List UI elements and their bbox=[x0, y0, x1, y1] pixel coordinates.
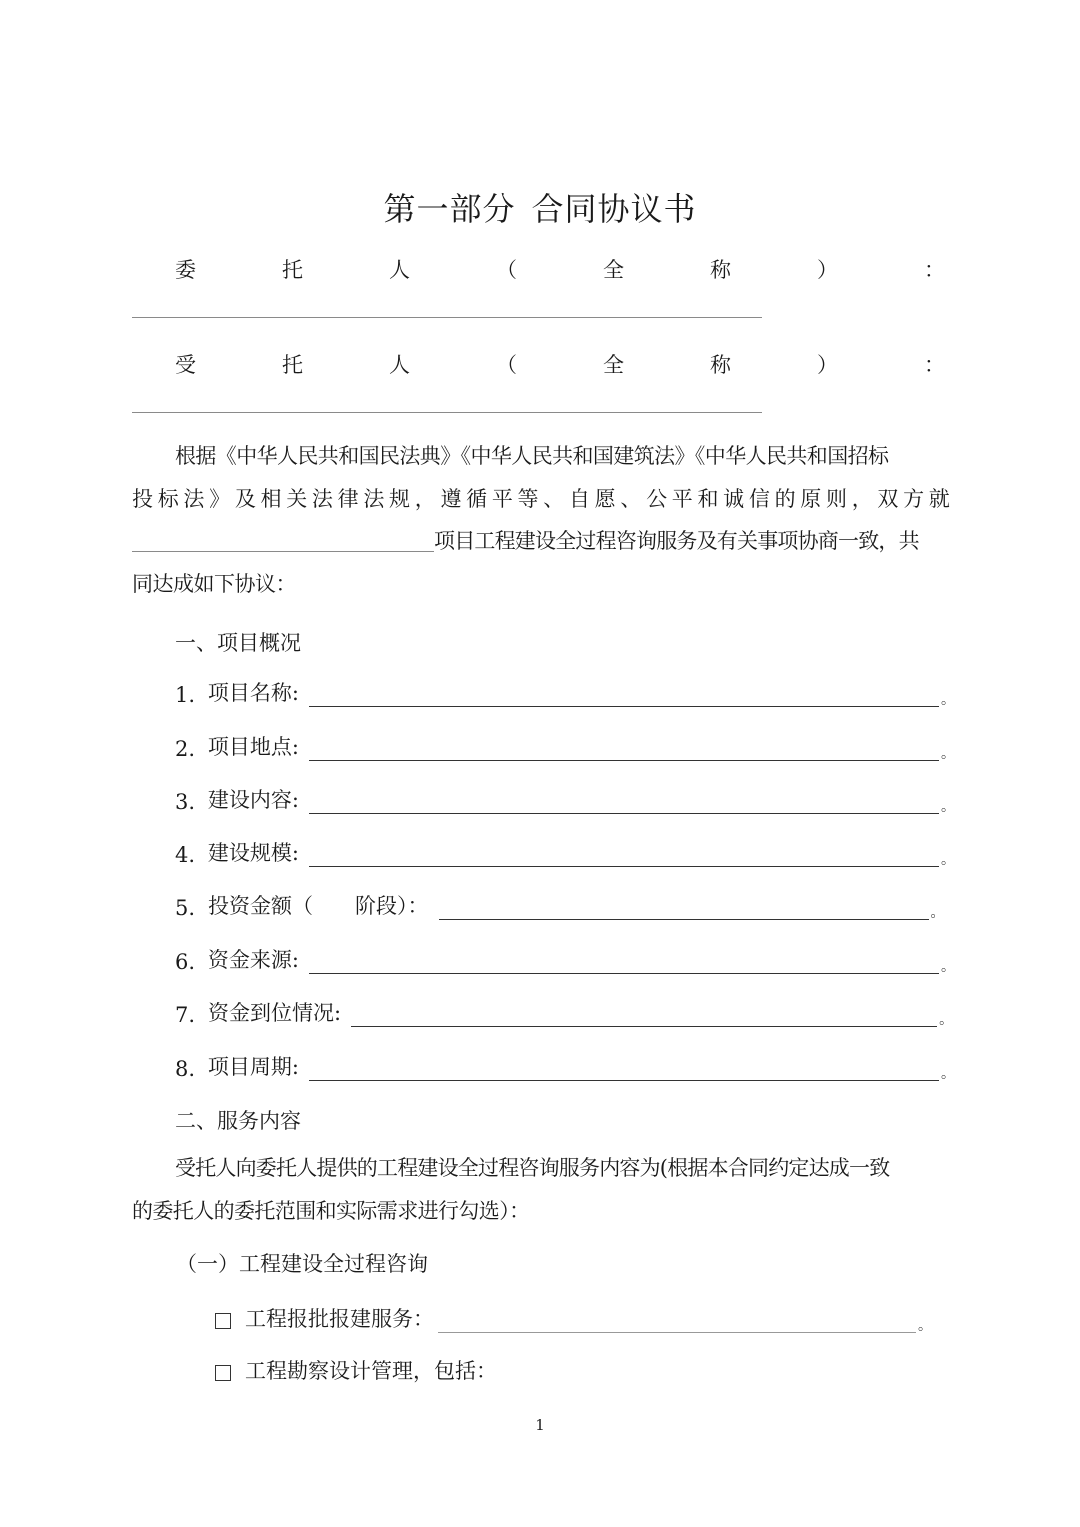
preamble-line-3-text: 项目工程建设全过程咨询服务及有关事项协商一致，共 bbox=[434, 529, 919, 553]
option-label: 工程报批报建服务： bbox=[245, 1307, 434, 1331]
char: 平 bbox=[491, 487, 513, 511]
field-label: 投资金额（ 阶段）： bbox=[208, 894, 429, 918]
label-char: 全 bbox=[603, 258, 624, 282]
field-input[interactable] bbox=[309, 791, 939, 814]
char: ， bbox=[414, 487, 436, 511]
field-end: 。 bbox=[941, 1066, 955, 1082]
checkbox[interactable] bbox=[215, 1313, 231, 1329]
char: 规 bbox=[389, 487, 411, 511]
char: 则 bbox=[825, 487, 847, 511]
label-char: 称 bbox=[710, 258, 731, 282]
field-label: 项目地点: bbox=[207, 735, 299, 759]
section-1-heading: 一、项目概况 bbox=[175, 631, 301, 655]
char: 相 bbox=[260, 487, 282, 511]
field-number: 4. bbox=[175, 843, 196, 867]
field-project-period bbox=[175, 1051, 955, 1081]
consultant-label-row bbox=[175, 349, 945, 379]
field-end: 。 bbox=[941, 746, 955, 762]
char: 循 bbox=[466, 487, 488, 511]
field-number: 1. bbox=[175, 683, 196, 707]
label-char: 托 bbox=[282, 258, 303, 282]
label-char: （ bbox=[496, 258, 517, 282]
subsection-1-heading: （一）工程建设全过程咨询 bbox=[176, 1252, 428, 1276]
label-char: （ bbox=[496, 353, 517, 377]
preamble-line-3 bbox=[132, 531, 952, 552]
field-end: 。 bbox=[941, 959, 955, 975]
char: 原 bbox=[800, 487, 822, 511]
char: 标 bbox=[157, 487, 179, 511]
option-end: 。 bbox=[918, 1318, 932, 1334]
field-label: 项目周期: bbox=[207, 1055, 299, 1079]
field-project-location bbox=[175, 731, 955, 761]
field-label: 资金来源: bbox=[207, 948, 299, 972]
label-char: 委 bbox=[175, 258, 196, 282]
field-construction-content bbox=[175, 784, 955, 814]
char: 投 bbox=[132, 487, 153, 511]
field-input[interactable] bbox=[309, 844, 939, 867]
field-construction-scale bbox=[175, 837, 955, 867]
field-input[interactable] bbox=[309, 1058, 939, 1081]
char: 等 bbox=[517, 487, 539, 511]
option-survey-design-management bbox=[215, 1355, 497, 1385]
consultant-name-field[interactable] bbox=[132, 412, 762, 413]
section-2-intro-line-1: 受托人向委托人提供的工程建设全过程咨询服务内容为(根据本合同约定达成一致 bbox=[175, 1156, 890, 1180]
field-end: 。 bbox=[939, 1012, 954, 1028]
label-char: ： bbox=[924, 258, 945, 282]
char: 关 bbox=[286, 487, 308, 511]
section-2-intro-line-2: 的委托人的委托范围和实际需求进行勾选）： bbox=[132, 1199, 530, 1223]
field-number: 3. bbox=[175, 790, 196, 814]
char: 、 bbox=[620, 487, 642, 511]
field-end: 。 bbox=[930, 905, 945, 921]
char: 》 bbox=[209, 487, 231, 511]
page-title bbox=[0, 184, 1080, 230]
field-number: 2. bbox=[175, 737, 196, 761]
char: 律 bbox=[337, 487, 359, 511]
project-name-blank[interactable] bbox=[132, 531, 434, 552]
field-project-name bbox=[175, 677, 955, 707]
char: 、 bbox=[543, 487, 565, 511]
field-label: 项目名称: bbox=[207, 681, 299, 705]
label-char: 称 bbox=[710, 353, 731, 377]
field-investment-amount bbox=[175, 890, 955, 920]
char: 和 bbox=[697, 487, 719, 511]
preamble-line-4: 同达成如下协议： bbox=[132, 572, 296, 596]
section-2-heading: 二、服务内容 bbox=[175, 1109, 301, 1133]
label-char: 受 bbox=[175, 353, 196, 377]
char: 的 bbox=[774, 487, 796, 511]
field-fund-availability bbox=[175, 997, 955, 1027]
field-input[interactable] bbox=[309, 951, 939, 974]
char: 平 bbox=[671, 487, 693, 511]
char: 法 bbox=[311, 487, 333, 511]
preamble-line-2 bbox=[132, 489, 950, 510]
char: 遵 bbox=[440, 487, 462, 511]
page-number: 1 bbox=[535, 1416, 545, 1434]
char: 愿 bbox=[594, 487, 616, 511]
field-fund-source bbox=[175, 944, 955, 974]
field-number: 8. bbox=[175, 1057, 196, 1081]
char: 方 bbox=[903, 487, 925, 511]
char: 及 bbox=[234, 487, 256, 511]
option-input[interactable] bbox=[438, 1312, 916, 1333]
char: 公 bbox=[646, 487, 668, 511]
option-approval-service bbox=[215, 1303, 932, 1333]
field-input[interactable] bbox=[439, 897, 929, 920]
char: ， bbox=[851, 487, 873, 511]
field-number: 6. bbox=[175, 950, 196, 974]
title-name: 合同协议书 bbox=[531, 190, 697, 228]
char: 信 bbox=[748, 487, 770, 511]
label-char: ） bbox=[817, 258, 838, 282]
field-end: 。 bbox=[941, 692, 955, 708]
option-label: 工程勘察设计管理，包括： bbox=[245, 1359, 497, 1383]
field-label: 建设规模: bbox=[207, 841, 299, 865]
client-label-row bbox=[175, 254, 945, 284]
field-number: 7. bbox=[175, 1003, 196, 1027]
char: 自 bbox=[568, 487, 590, 511]
field-label: 建设内容: bbox=[207, 788, 299, 812]
label-char: 人 bbox=[389, 258, 410, 282]
client-name-field[interactable] bbox=[132, 317, 762, 318]
field-end: 。 bbox=[941, 852, 955, 868]
char: 法 bbox=[183, 487, 205, 511]
label-char: ） bbox=[817, 353, 838, 377]
label-char: 全 bbox=[603, 353, 624, 377]
char: 双 bbox=[877, 487, 899, 511]
char: 诚 bbox=[723, 487, 745, 511]
label-char: 人 bbox=[389, 353, 410, 377]
field-number: 5. bbox=[175, 896, 196, 920]
title-part: 第一部分 bbox=[383, 190, 516, 228]
checkbox[interactable] bbox=[215, 1365, 231, 1381]
field-label: 资金到位情况: bbox=[208, 1001, 342, 1025]
field-end: 。 bbox=[941, 799, 955, 815]
preamble-line-1: 根据《中华人民共和国民法典》《中华人民共和国建筑法》《中华人民共和国招标 bbox=[175, 444, 889, 468]
label-char: ： bbox=[924, 353, 945, 377]
field-input[interactable] bbox=[309, 684, 939, 707]
char: 就 bbox=[928, 487, 950, 511]
field-input[interactable] bbox=[351, 1004, 937, 1027]
field-input[interactable] bbox=[309, 738, 939, 761]
char: 法 bbox=[363, 487, 385, 511]
label-char: 托 bbox=[282, 353, 303, 377]
